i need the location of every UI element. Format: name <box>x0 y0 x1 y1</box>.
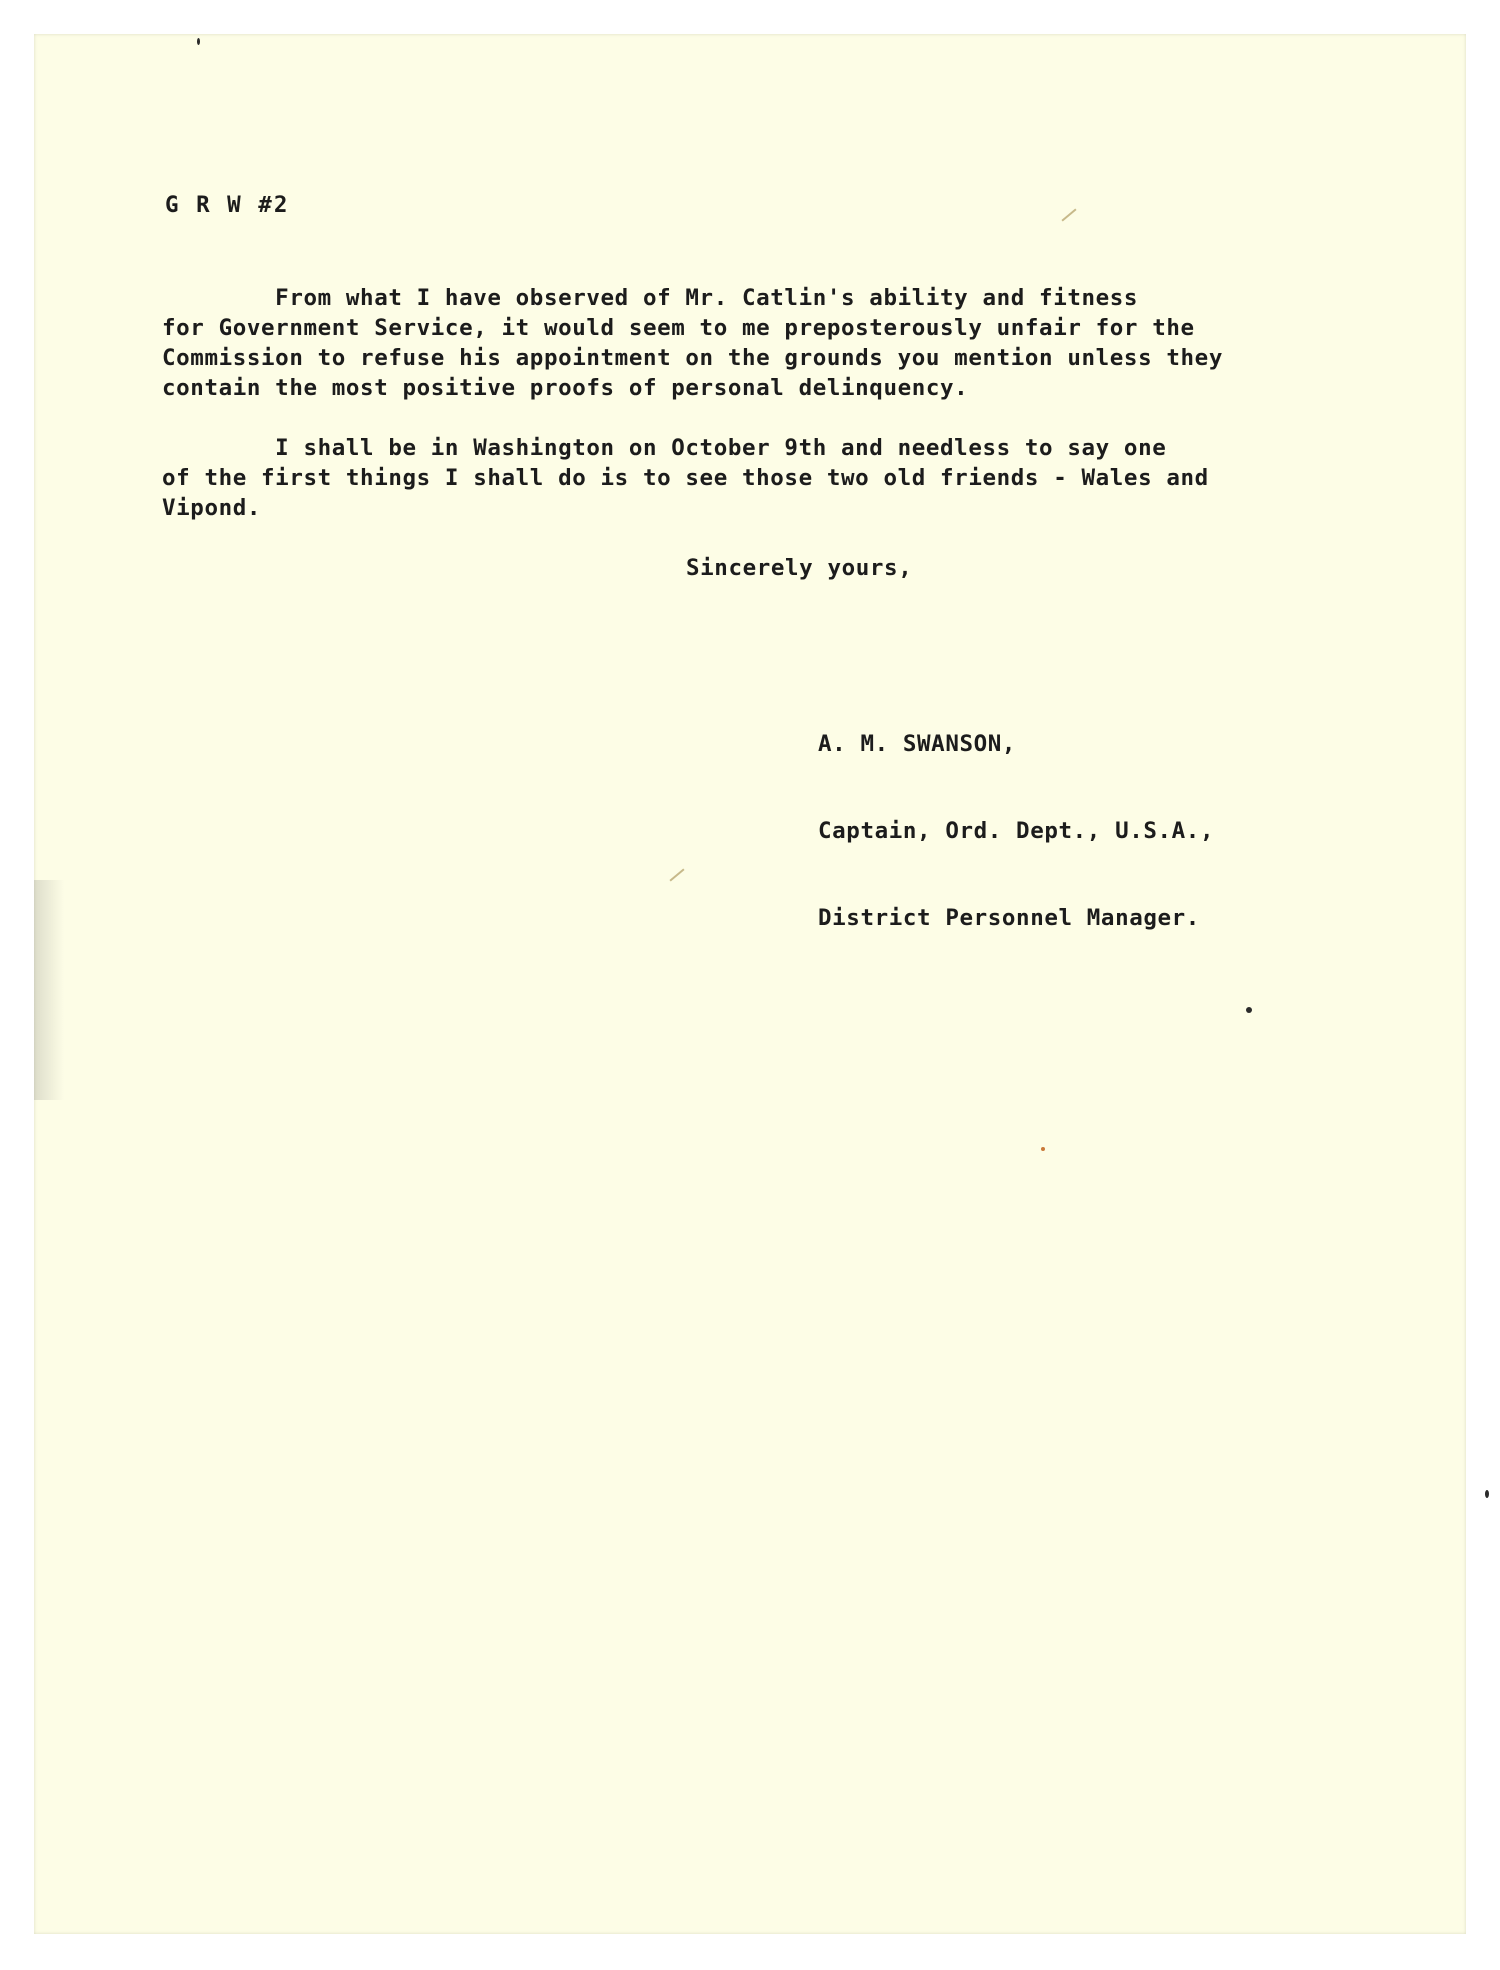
paper-edge-shadow <box>34 880 64 1100</box>
signer-name: A. M. SWANSON, <box>818 731 1017 757</box>
signature-block <box>818 672 1214 991</box>
paragraph-1-line: contain the most positive proofs of personal delinquency. <box>162 375 969 401</box>
signer-rank: Captain, Ord. Dept., U.S.A., <box>818 818 1215 844</box>
signer-title: District Personnel Manager. <box>818 905 1200 931</box>
paragraph-1-line: From what I have observed of Mr. Catlin's ability and fitness <box>162 285 1139 311</box>
ink-speck <box>1246 1007 1252 1013</box>
paragraph-2-line: Vipond. <box>162 495 262 521</box>
ink-speck <box>197 38 200 45</box>
ink-speck <box>1041 1147 1045 1151</box>
page-header: G R W #2 <box>165 192 290 218</box>
paragraph-2-line: I shall be in Washington on October 9th and needless to say one <box>162 435 1167 461</box>
closing: Sincerely yours, <box>686 555 913 581</box>
paragraph-1-line: for Government Service, it would seem to me preposterously unfair for the <box>162 315 1195 341</box>
paragraph-1 <box>162 283 1223 403</box>
ink-speck <box>1485 1490 1489 1498</box>
paragraph-2-line: of the first things I shall do is to see those two old friends - Wales and <box>162 465 1209 491</box>
paragraph-1-line: Commission to refuse his appointment on the grounds you mention unless they <box>162 345 1223 371</box>
paragraph-2 <box>162 433 1209 523</box>
